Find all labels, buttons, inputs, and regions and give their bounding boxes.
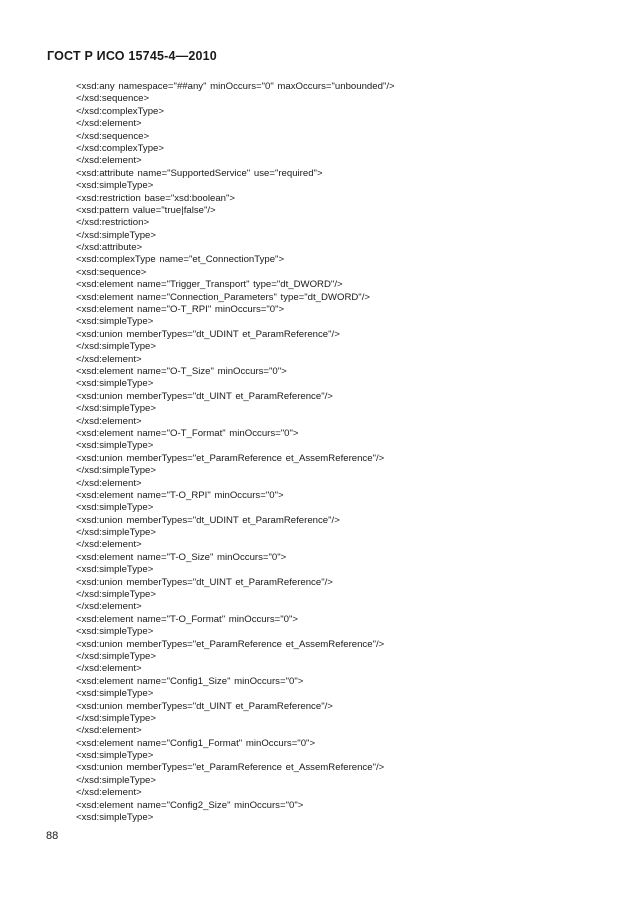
code-line: </xsd:element> — [76, 415, 142, 427]
code-line: <xsd:element name="T-O_Size" minOccurs="0"> — [76, 551, 287, 563]
code-line: <xsd:simpleType> — [76, 812, 154, 824]
code-line: <xsd:simpleType> — [76, 750, 154, 762]
code-line: <xsd:simpleType> — [76, 378, 154, 390]
code-line: </xsd:element> — [76, 601, 142, 613]
code-line: <xsd:element name="T-O_Format" minOccurs="0"> — [76, 613, 298, 625]
code-line: </xsd:simpleType> — [76, 774, 156, 786]
code-line: </xsd:complexType> — [76, 142, 164, 154]
code-line: <xsd:any namespace="##any" minOccurs="0" maxOccurs="unbounded"/> — [76, 81, 395, 92]
code-line: </xsd:sequence> — [76, 93, 150, 105]
code-line: </xsd:simpleType> — [76, 229, 156, 241]
code-line: </xsd:element> — [76, 663, 142, 675]
code-line: </xsd:simpleType> — [76, 589, 156, 601]
code-line: <xsd:pattern value="true|false"/> — [76, 204, 216, 216]
code-line: <xsd:simpleType> — [76, 316, 154, 328]
code-line: <xsd:sequence> — [76, 266, 147, 278]
code-line: <xsd:element name="Trigger_Transport" type="dt_DWORD"/> — [76, 279, 343, 291]
page-number: 88 — [46, 830, 59, 842]
code-line: <xsd:element name="T-O_RPI" minOccurs="0"> — [76, 489, 284, 501]
code-line: <xsd:simpleType> — [76, 180, 154, 192]
code-line: <xsd:union memberTypes="dt_UINT et_ParamReference"/> — [76, 390, 333, 402]
code-line: </xsd:element> — [76, 787, 142, 799]
code-line: <xsd:union memberTypes="dt_UDINT et_ParamReference"/> — [76, 514, 340, 526]
code-line: </xsd:simpleType> — [76, 341, 156, 353]
code-line: <xsd:restriction base="xsd:boolean"> — [76, 192, 236, 204]
code-line: </xsd:simpleType> — [76, 403, 156, 415]
code-line: <xsd:simpleType> — [76, 564, 154, 576]
code-line: <xsd:union memberTypes="dt_UDINT et_ParamReference"/> — [76, 328, 340, 340]
code-line: </xsd:element> — [76, 118, 142, 130]
code-line: </xsd:simpleType> — [76, 712, 156, 724]
code-line: </xsd:element> — [76, 477, 142, 489]
code-line: </xsd:element> — [76, 725, 142, 737]
code-line: </xsd:complexType> — [76, 105, 164, 117]
code-line: <xsd:union memberTypes="et_ParamReference et_AssemReference"/> — [76, 452, 385, 464]
code-line: <xsd:complexType name="et_ConnectionType"> — [76, 254, 285, 266]
code-line: <xsd:element name="Config1_Size" minOccurs="0"> — [76, 675, 304, 687]
code-line: </xsd:sequence> — [76, 130, 150, 142]
code-line: <xsd:element name="O-T_Size" minOccurs="0"> — [76, 365, 287, 377]
xml-schema-code-block — [76, 81, 596, 824]
code-line: </xsd:simpleType> — [76, 465, 156, 477]
code-line: <xsd:simpleType> — [76, 502, 154, 514]
code-line: <xsd:simpleType> — [76, 626, 154, 638]
code-line: <xsd:union memberTypes="et_ParamReference et_AssemReference"/> — [76, 638, 385, 650]
code-line: <xsd:union memberTypes="et_ParamReference et_AssemReference"/> — [76, 762, 385, 774]
code-line: <xsd:simpleType> — [76, 440, 154, 452]
code-line: <xsd:element name="O-T_RPI" minOccurs="0"> — [76, 304, 285, 316]
code-line: </xsd:simpleType> — [76, 650, 156, 662]
code-line: </xsd:simpleType> — [76, 527, 156, 539]
code-line: <xsd:attribute name="SupportedService" use="required"> — [76, 167, 323, 179]
code-line: <xsd:union memberTypes="dt_UINT et_ParamReference"/> — [76, 700, 333, 712]
code-line: </xsd:element> — [76, 539, 142, 551]
code-line: </xsd:element> — [76, 353, 142, 365]
code-line: <xsd:union memberTypes="dt_UINT et_ParamReference"/> — [76, 576, 333, 588]
code-line: <xsd:element name="Connection_Parameters" type="dt_DWORD"/> — [76, 291, 370, 303]
code-line: <xsd:element name="O-T_Format" minOccurs="0"> — [76, 427, 299, 439]
code-line: </xsd:element> — [76, 155, 142, 167]
code-line: <xsd:element name="Config2_Size" minOccurs="0"> — [76, 799, 304, 811]
code-line: <xsd:element name="Config1_Format" minOccurs="0"> — [76, 737, 316, 749]
code-line: </xsd:restriction> — [76, 217, 150, 229]
code-line: </xsd:attribute> — [76, 242, 143, 254]
code-line: <xsd:simpleType> — [76, 688, 154, 700]
document-header: ГОСТ Р ИСО 15745-4—2010 — [47, 49, 217, 63]
